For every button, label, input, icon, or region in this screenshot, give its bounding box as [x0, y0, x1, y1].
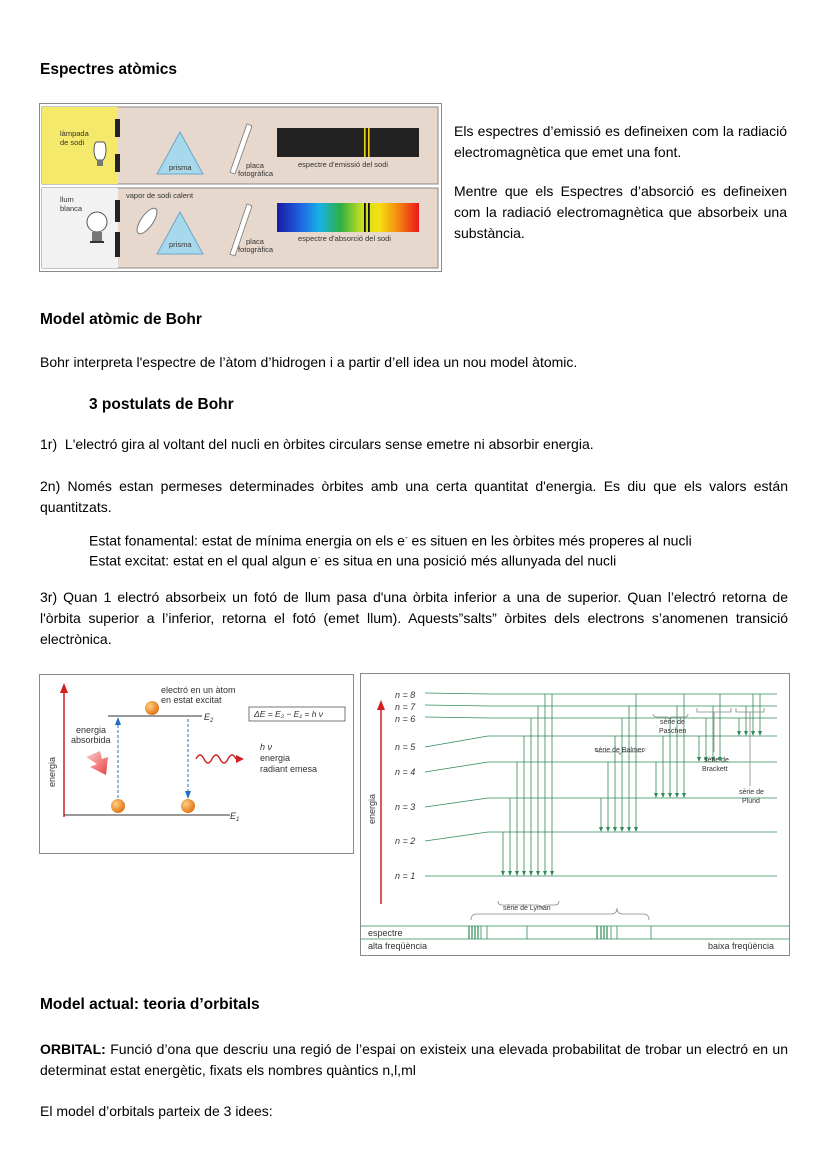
excited-state-b: es situa en una posició més allunyada del nucli [320, 552, 617, 569]
lyman-arrowhead [550, 871, 554, 876]
paschen-arrowhead [675, 793, 679, 798]
series-lyman: sèrie de Lyman [503, 905, 551, 912]
label-prism-bottom: prisma [169, 240, 192, 249]
series-brackett-2: Brackett [702, 766, 728, 773]
axis-energy-bohr: energia [47, 756, 57, 787]
spectra-figure [39, 103, 442, 272]
label-light-2: blanca [60, 204, 83, 213]
orbital-definition [40, 1039, 788, 1081]
plund-arrowhead [737, 731, 741, 736]
series-paschen-1: sèrie de [660, 719, 685, 726]
ground-state-a: Estat fonamental: estat de mínima energia on els e [89, 532, 405, 549]
brackett-arrowhead [697, 757, 701, 762]
absorbed-label-2: absorbida [71, 735, 111, 745]
plund-arrowhead [751, 731, 755, 736]
label-plate-top-1: placa [246, 161, 264, 170]
level-connector-6 [425, 717, 488, 718]
lyman-arrowhead [508, 871, 512, 876]
label-emission: espectre d’emissió del sodi [298, 160, 389, 169]
high-frequency-label: alta freqüència [368, 941, 428, 951]
emitted-label-2: radiant emesa [260, 764, 318, 774]
label-vapor: vapor de sodi calent [126, 191, 194, 200]
balmer-arrowhead [627, 827, 631, 832]
series-balmer: sèrie de Balmer [595, 747, 645, 754]
balmer-arrowhead [620, 827, 624, 832]
label-absorption: espectre d’absorció del sodi [298, 234, 391, 243]
level-label-4: n = 4 [395, 767, 416, 777]
postulate-1-text: L'electró gira al voltant del nucli en òrbites circulars sense emetre ni absorbir energia. [64, 436, 594, 452]
paschen-arrowhead [661, 793, 665, 798]
label-lamp-2: de sodi [60, 138, 85, 147]
label-light-1: llum [60, 195, 74, 204]
label-plate-bottom-2: fotogràfica [238, 245, 274, 254]
postulate-2: 2n) Només estan permeses determinades òrbites amb una certa quantitat d'energia. Es diu que els valors están quantitzats. [40, 478, 788, 515]
level-e1: $E_1$ [230, 811, 240, 823]
orbital-term: ORBITAL: [40, 1041, 106, 1057]
series-plund-1: sèrie de [739, 789, 764, 796]
balmer-arrowhead [613, 827, 617, 832]
plund-arrowhead [758, 731, 762, 736]
axis-energy-levels: energia [367, 793, 377, 824]
plund-arrowhead [744, 731, 748, 736]
ground-state-b: es situen en les òrbites més properes al nucli [407, 532, 692, 549]
level-connector-4 [425, 762, 488, 772]
level-label-1: n = 1 [395, 871, 416, 881]
paschen-arrowhead [682, 793, 686, 798]
level-label-6: n = 6 [395, 714, 416, 724]
paschen-arrowhead [668, 793, 672, 798]
low-frequency-label: baixa freqüència [708, 941, 775, 951]
emission-text: Els espectres d’emissió es defineixen com la radiació electromagnètica que emet una font. [454, 123, 787, 160]
orbital-ideas: El model d’orbitals parteix de 3 idees: [40, 1103, 273, 1119]
label-prism-top: prisma [169, 163, 192, 172]
energy-levels-figure [360, 673, 790, 956]
bohr-title: Model atòmic de Bohr [40, 311, 202, 328]
excited-state-a: Estat excitat: estat en el qual algun e [89, 552, 318, 569]
level-label-3: n = 3 [395, 802, 416, 812]
electron-label-2: en estat excitat [161, 695, 222, 705]
series-paschen-2: Paschen [659, 728, 687, 735]
lyman-arrowhead [501, 871, 505, 876]
paschen-arrowhead [654, 793, 658, 798]
balmer-arrowhead [606, 827, 610, 832]
postulate-3: 3r) Quan 1 electró absorbeix un fotó de llum pasa d'una òrbita inferior a una de superior. Quan l’electró retorna de l'òrbita superior a l’inferior, retorna el fotó (emet llum). Aquests”salts” òrbites dels electrons s’anomenen transició electrònica. [40, 589, 788, 647]
formula: ΔE = E₂ − E₁ = h ν [254, 709, 324, 719]
current-model-title: Model actual: teoria d’orbitals [40, 996, 260, 1013]
balmer-arrowhead [599, 827, 603, 832]
excited-state [89, 547, 789, 572]
absorbed-label-1: energia [76, 725, 107, 735]
postulate-1-marker: 1r) [40, 436, 58, 452]
ground-state-sup: - [404, 533, 408, 542]
label-plate-top-2: fotogràfica [238, 169, 274, 178]
postulate-1 [40, 434, 788, 455]
absorption-text: Mentre que els Espectres d’absorció es defineixen com la radiació electromagnètica que absorbeix una substància. [454, 183, 787, 241]
emitted-label-1: energia [260, 753, 291, 763]
orbital-definition-text: Funció d’ona que descriu una regió de l’espai on existeix una elevada probabilitat de trobar un electró en un determinat estat energètic, fixats els nombres quàntics n,l,ml [40, 1041, 788, 1078]
hv-label: h ν [260, 742, 273, 752]
postulates-title: 3 postulats de Bohr [89, 396, 234, 413]
bohr-transition-figure [39, 674, 354, 854]
level-connector-5 [425, 736, 488, 747]
electron-label-1: electró en un àtom [161, 685, 236, 695]
lyman-arrowhead [543, 871, 547, 876]
level-label-8: n = 8 [395, 690, 416, 700]
lyman-arrowhead [536, 871, 540, 876]
spectrum-label: espectre [368, 928, 403, 938]
level-label-5: n = 5 [395, 742, 416, 752]
level-connector-8 [425, 693, 488, 694]
label-plate-bottom-1: placa [246, 237, 264, 246]
series-brackett-1: sèrie de [704, 757, 729, 764]
balmer-arrowhead [634, 827, 638, 832]
lyman-arrowhead [515, 871, 519, 876]
lyman-arrowhead [529, 871, 533, 876]
level-connector-2 [425, 832, 488, 841]
lyman-arrowhead [522, 871, 526, 876]
level-connector-7 [425, 705, 488, 706]
spectra-title: Espectres atòmics [40, 61, 177, 78]
excited-state-sup: - [317, 553, 321, 562]
series-plund-2: Plund [742, 798, 760, 805]
level-connector-3 [425, 798, 488, 807]
level-label-2: n = 2 [395, 836, 416, 846]
bohr-intro: Bohr interpreta l'espectre de l’àtom d’hidrogen i a partir d’ell idea un nou model àtomic. [40, 354, 578, 370]
label-lamp-1: làmpada [60, 129, 89, 138]
level-label-7: n = 7 [395, 702, 416, 712]
level-e2: $E_2$ [204, 712, 214, 724]
